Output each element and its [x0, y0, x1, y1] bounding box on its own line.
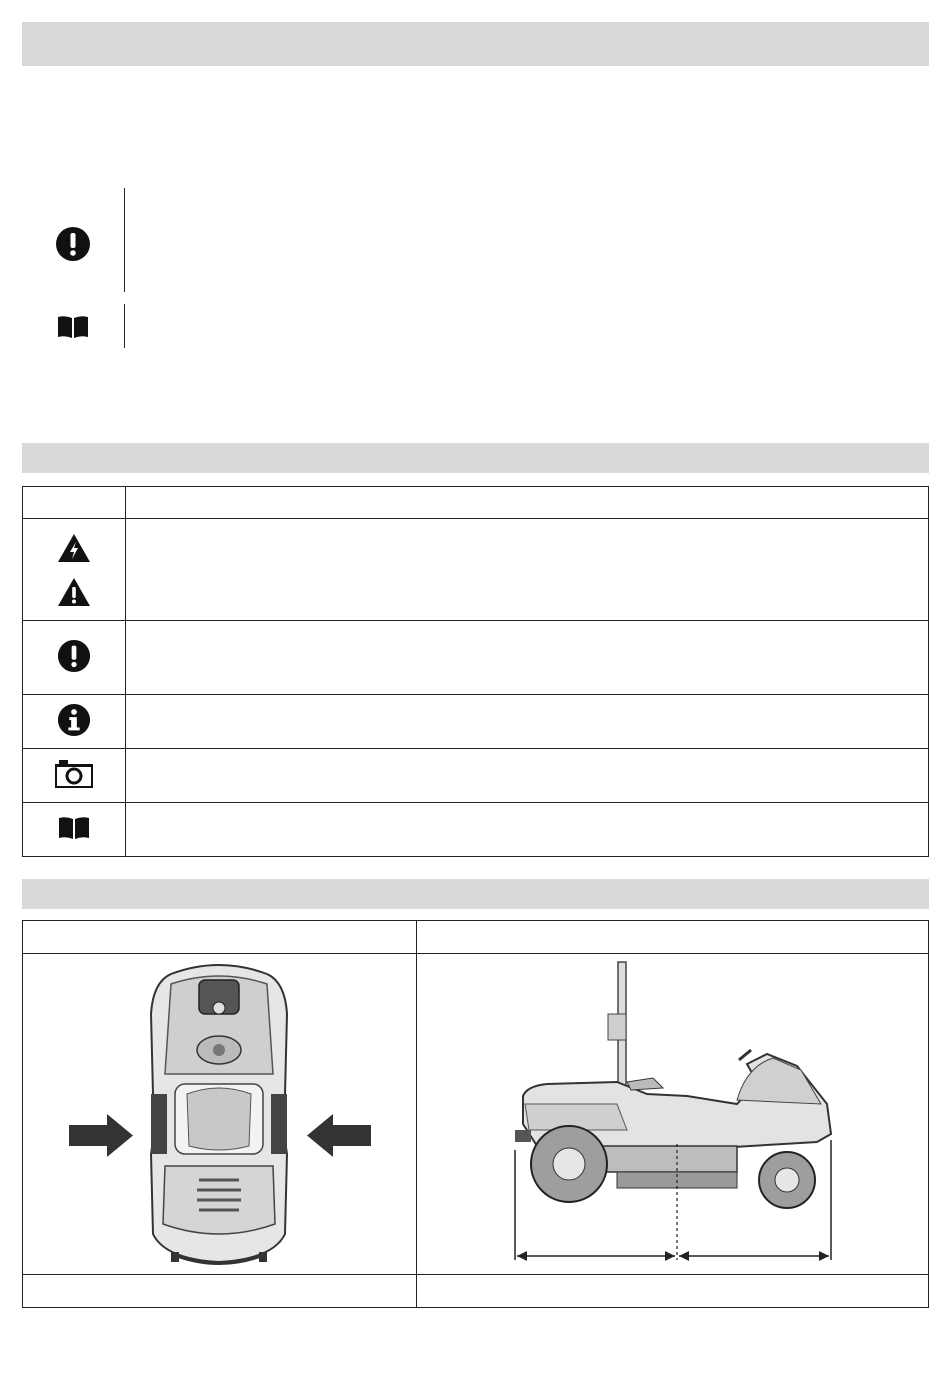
mower-side-view-image [417, 954, 930, 1274]
image-row [23, 954, 929, 1275]
table-row [23, 803, 929, 857]
symbols-table [22, 486, 929, 857]
row-text [126, 519, 929, 621]
info-circle-icon [57, 703, 91, 737]
row-text [126, 803, 929, 857]
positions-table [22, 920, 929, 1308]
row-text [126, 621, 929, 695]
table-row [23, 621, 929, 695]
table-row [23, 519, 929, 621]
note-divider-2 [124, 304, 125, 348]
exclamation-circle-icon [57, 639, 91, 673]
arrow-right-icon [69, 1114, 133, 1157]
open-book-icon [58, 816, 90, 840]
warning-triangle-icon [57, 577, 91, 607]
table-row [23, 749, 929, 803]
footer-left [23, 1275, 417, 1308]
row-text [126, 749, 929, 803]
header-right [417, 921, 929, 954]
symbol-column-header [23, 487, 126, 519]
row-text [126, 695, 929, 749]
header-left [23, 921, 417, 954]
arrow-left-icon [307, 1114, 371, 1157]
section-bar-symbols [22, 443, 929, 473]
section-bar-intro [22, 22, 929, 66]
positions-table-header [23, 921, 929, 954]
section-bar-positions [22, 879, 929, 909]
symbols-table-header [23, 487, 929, 519]
mower-top-view-image [23, 954, 416, 1274]
note-divider-1 [124, 188, 125, 292]
electric-hazard-triangle-icon [57, 533, 91, 563]
table-row [23, 695, 929, 749]
open-book-icon [57, 315, 89, 339]
meaning-column-header [126, 487, 929, 519]
camera-icon [54, 759, 94, 789]
exclamation-circle-icon [55, 226, 91, 262]
positions-table-footer [23, 1275, 929, 1308]
footer-right [417, 1275, 929, 1308]
